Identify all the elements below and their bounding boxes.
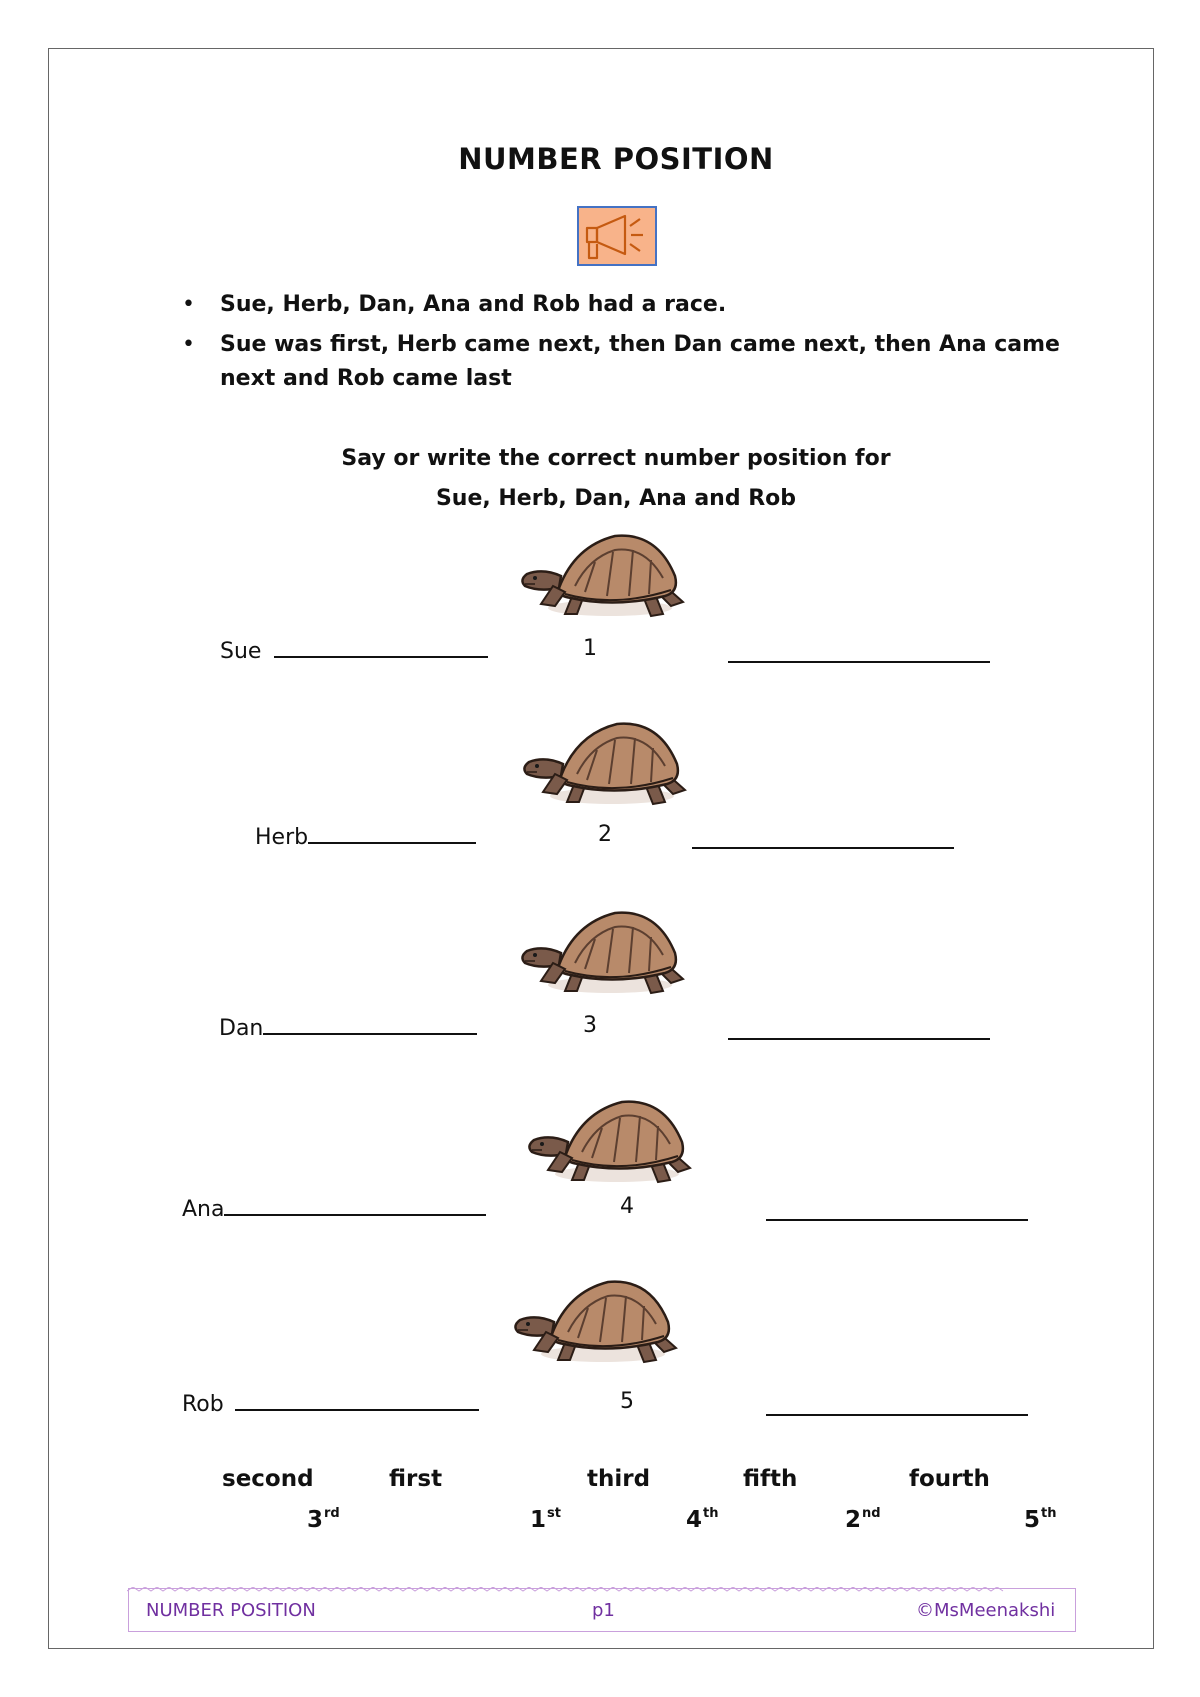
word-bank-item: first [389, 1466, 443, 1492]
bullet-item: • Sue, Herb, Dan, Ana and Rob had a race. [180, 288, 1060, 322]
answer-blank[interactable] [235, 1389, 479, 1411]
story-bullets [180, 288, 1060, 402]
footer-page-number: p1 [592, 1600, 615, 1621]
ordinal-bank-item: 2nd [845, 1506, 881, 1533]
answer-line[interactable] [728, 1038, 990, 1040]
megaphone-icon[interactable] [577, 206, 657, 266]
turtle-illustration [517, 704, 697, 814]
ordinal-bank-item: 1st [530, 1506, 561, 1533]
answer-line[interactable] [766, 1414, 1028, 1416]
turtle-illustration [522, 1082, 702, 1192]
row-sue [220, 636, 488, 664]
row-name: Herb [255, 825, 309, 850]
answer-line[interactable] [766, 1219, 1028, 1221]
footer-copyright: ©MsMeenakshi [916, 1600, 1056, 1621]
row-name: Sue [220, 639, 262, 664]
row-number: 1 [583, 636, 597, 661]
word-bank-item: second [222, 1466, 314, 1492]
instruction-line-1: Say or write the correct number position for [341, 446, 891, 471]
answer-line[interactable] [692, 847, 954, 849]
instruction-line-2: Sue, Herb, Dan, Ana and Rob [435, 486, 797, 511]
row-name: Rob [182, 1392, 224, 1417]
answer-blank[interactable] [263, 1013, 477, 1035]
row-number: 4 [620, 1194, 634, 1219]
answer-blank[interactable] [274, 636, 488, 658]
row-herb [255, 822, 476, 850]
word-bank-item: fifth [743, 1466, 798, 1492]
bullet-item: • Sue was first, Herb came next, then Dan came next, then Ana came next and Rob came last [180, 328, 1060, 396]
word-bank-item: fourth [909, 1466, 990, 1492]
page-title: NUMBER POSITION [458, 142, 774, 176]
answer-line[interactable] [728, 661, 990, 663]
row-ana [182, 1194, 486, 1222]
row-number: 5 [620, 1389, 634, 1414]
answer-blank[interactable] [308, 822, 476, 844]
answer-blank[interactable] [224, 1194, 486, 1216]
ordinal-bank-item: 5th [1024, 1506, 1057, 1533]
row-number: 2 [598, 822, 612, 847]
footer-left-text: NUMBER POSITION [146, 1600, 316, 1621]
row-name: Dan [219, 1016, 264, 1041]
row-name: Ana [182, 1197, 225, 1222]
row-dan [219, 1013, 477, 1041]
word-bank-item: third [587, 1466, 651, 1492]
ordinal-bank-item: 3rd [307, 1506, 340, 1533]
row-number: 3 [583, 1013, 597, 1038]
turtle-illustration [508, 1262, 688, 1372]
turtle-illustration [515, 516, 695, 626]
ordinal-bank-item: 4th [686, 1506, 719, 1533]
turtle-illustration [515, 893, 695, 1003]
row-rob [182, 1389, 479, 1417]
